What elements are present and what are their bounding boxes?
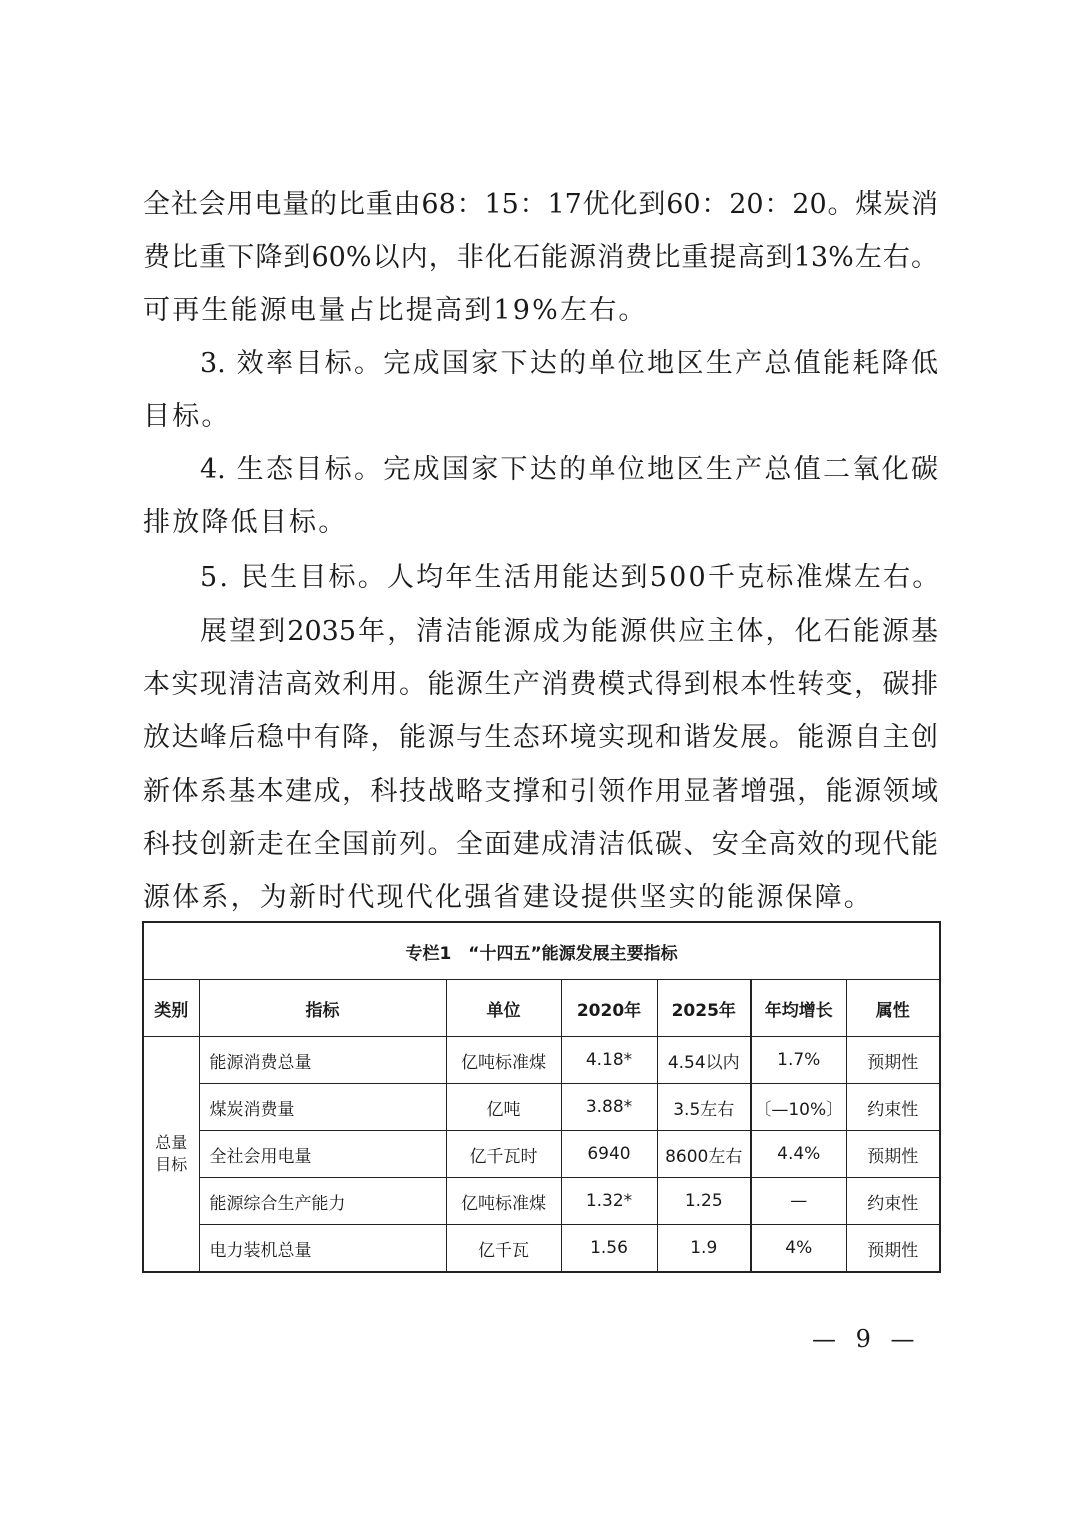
cell-attribute: 预期性 [846,1131,940,1178]
cell-attribute: 预期性 [846,1037,940,1084]
page-number: — 9 — [812,1325,921,1353]
category-line-1: 总量 [155,1133,188,1152]
header-2025: 2025年 [657,980,751,1037]
cell-growth: 1.7% [751,1037,846,1084]
cell-2020: 3.88* [561,1084,657,1131]
paragraph-line: 全社会用电量的比重由68：15：17优化到60：20：20。煤炭消 [143,189,938,220]
cell-2020: 6940 [561,1131,657,1178]
paragraph-line: 费比重下降到60%以内，非化石能源消费比重提高到13%左右。 [143,242,938,273]
cell-growth: 4% [751,1225,846,1273]
header-indicator: 指标 [199,980,446,1037]
cell-attribute: 预期性 [846,1225,940,1273]
table-header-row [143,980,940,1037]
paragraph-line: 新体系基本建成，科技战略支撑和引领作用显著增强，能源领域 [143,776,938,807]
cell-unit: 亿吨 [446,1084,561,1131]
table-row [143,1178,940,1225]
indicator-table-container [142,921,939,1273]
table-row [143,1037,940,1084]
cell-indicator: 能源消费总量 [199,1037,446,1084]
cell-indicator: 煤炭消费量 [199,1084,446,1131]
table-row [143,1131,940,1178]
cell-2025: 1.25 [657,1178,751,1225]
header-2020: 2020年 [561,980,657,1037]
category-cell [143,1037,199,1273]
header-unit: 单位 [446,980,561,1037]
category-line-2: 目标 [155,1155,188,1174]
cell-growth: — [751,1178,846,1225]
cell-growth: 〔—10%〕 [751,1084,846,1131]
paragraph-line: 4. 生态目标。完成国家下达的单位地区生产总值二氧化碳 [200,454,938,485]
paragraph-line: 源体系，为新时代现代化强省建设提供坚实的能源保障。 [143,882,873,913]
cell-indicator: 电力装机总量 [199,1225,446,1273]
table-caption: 专栏1 “十四五”能源发展主要指标 [143,922,940,980]
header-growth: 年均增长 [751,980,846,1037]
paragraph-line: 3. 效率目标。完成国家下达的单位地区生产总值能耗降低 [200,348,938,379]
cell-unit: 亿吨标准煤 [446,1037,561,1084]
paragraph-line: 5. 民生目标。人均年生活用能达到500千克标准煤左右。 [200,562,942,593]
table-row [143,1084,940,1131]
paragraph-line: 可再生能源电量占比提高到19%左右。 [143,295,648,326]
cell-indicator: 能源综合生产能力 [199,1178,446,1225]
header-attribute: 属性 [846,980,940,1037]
cell-growth: 4.4% [751,1131,846,1178]
paragraph-line: 放达峰后稳中有降，能源与生态环境实现和谐发展。能源自主创 [143,722,938,753]
paragraph-line: 科技创新走在全国前列。全面建成清洁低碳、安全高效的现代能 [143,829,938,860]
cell-2025: 1.9 [657,1225,751,1273]
cell-unit: 亿千瓦 [446,1225,561,1273]
cell-attribute: 约束性 [846,1178,940,1225]
indicator-table [142,921,941,1273]
cell-2020: 4.18* [561,1037,657,1084]
cell-2020: 1.32* [561,1178,657,1225]
header-category: 类别 [143,980,199,1037]
cell-2025: 4.54以内 [657,1037,751,1084]
cell-attribute: 约束性 [846,1084,940,1131]
paragraph-line: 排放降低目标。 [143,507,348,538]
cell-2025: 3.5左右 [657,1084,751,1131]
cell-unit: 亿吨标准煤 [446,1178,561,1225]
cell-indicator: 全社会用电量 [199,1131,446,1178]
paragraph-line: 目标。 [143,401,231,432]
cell-2020: 1.56 [561,1225,657,1273]
paragraph-line: 本实现清洁高效利用。能源生产消费模式得到根本性转变，碳排 [143,669,938,700]
cell-unit: 亿千瓦时 [446,1131,561,1178]
paragraph-line: 展望到2035年，清洁能源成为能源供应主体，化石能源基 [200,616,938,647]
cell-2025: 8600左右 [657,1131,751,1178]
table-row [143,1225,940,1273]
